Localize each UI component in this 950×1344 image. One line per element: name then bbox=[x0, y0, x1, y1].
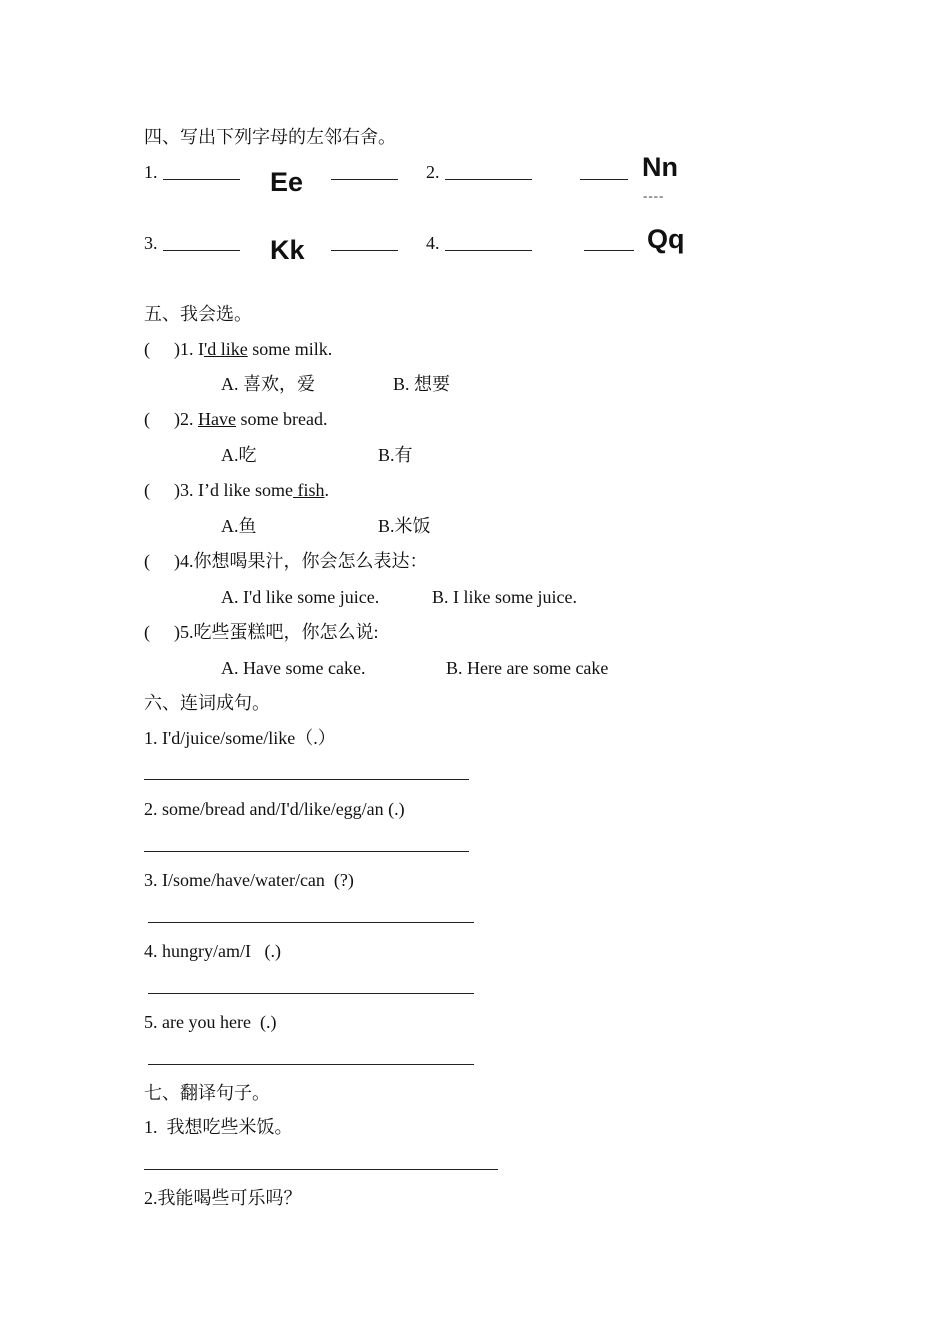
answer-paren-open: ( bbox=[144, 409, 150, 429]
word-order-item: 5. are you here (.) bbox=[144, 1012, 277, 1032]
item-number: 2. bbox=[426, 162, 440, 182]
answer-paren-open: ( bbox=[144, 339, 150, 359]
option-b: B. 想要 bbox=[393, 374, 451, 394]
letter-pair: Kk bbox=[270, 235, 305, 265]
option-a: A. Have some cake. bbox=[221, 658, 366, 678]
word-order-item: 2. some/bread and/I'd/like/egg/an (.) bbox=[144, 799, 405, 819]
section7-title: 七、翻译句子。 bbox=[144, 1083, 270, 1103]
word-order-item: 1. I'd/juice/some/like（.） bbox=[144, 728, 336, 748]
answer-paren-open: ( bbox=[144, 551, 150, 571]
option-b: B. Here are some cake bbox=[446, 658, 609, 678]
letter-pair: Ee bbox=[270, 167, 304, 197]
option-b: B.有 bbox=[378, 445, 413, 465]
answer-paren-open: ( bbox=[144, 480, 150, 500]
question-text: )1. I'd like some milk. bbox=[174, 339, 333, 359]
question-text: )4.你想喝果汁，你会怎么表达： bbox=[174, 551, 428, 571]
answer-line[interactable] bbox=[148, 1064, 474, 1065]
answer-line[interactable] bbox=[148, 922, 474, 923]
option-a: A. I'd like some juice. bbox=[221, 587, 380, 607]
translate-item: 1. 我想吃些米饭。 bbox=[144, 1117, 293, 1137]
option-b: B. I like some juice. bbox=[432, 587, 577, 607]
answer-paren-open: ( bbox=[144, 622, 150, 642]
answer-line[interactable] bbox=[144, 851, 469, 852]
answer-blank[interactable] bbox=[445, 250, 532, 251]
item-number: 3. bbox=[144, 233, 158, 253]
question-text: )5.吃些蛋糕吧，你怎么说: bbox=[174, 622, 379, 642]
question-text: )3. I’d like some fish. bbox=[174, 480, 329, 500]
answer-line[interactable] bbox=[144, 779, 469, 780]
section4-title: 四、写出下列字母的左邻右舍。 bbox=[144, 127, 396, 147]
answer-blank[interactable] bbox=[163, 179, 240, 180]
option-b: B.米饭 bbox=[378, 516, 431, 536]
question-text: )2. Have some bread. bbox=[174, 409, 328, 429]
answer-blank[interactable] bbox=[331, 179, 398, 180]
letter-pair: Qq bbox=[647, 224, 685, 254]
word-order-item: 3. I/some/have/water/can (?) bbox=[144, 870, 354, 890]
answer-blank[interactable] bbox=[584, 250, 634, 251]
translate-item: 2.我能喝些可乐吗？ bbox=[144, 1188, 302, 1208]
answer-blank[interactable] bbox=[445, 179, 532, 180]
section6-title: 六、连词成句。 bbox=[144, 693, 270, 713]
answer-line[interactable] bbox=[144, 1169, 498, 1170]
dash-marks: ---- bbox=[643, 188, 665, 203]
answer-blank[interactable] bbox=[331, 250, 398, 251]
answer-blank[interactable] bbox=[580, 179, 628, 180]
item-number: 1. bbox=[144, 162, 158, 182]
answer-line[interactable] bbox=[148, 993, 474, 994]
option-a: A. 喜欢，爱 bbox=[221, 374, 315, 394]
option-a: A.鱼 bbox=[221, 516, 257, 536]
option-a: A.吃 bbox=[221, 445, 257, 465]
letter-pair: Nn bbox=[642, 152, 678, 182]
word-order-item: 4. hungry/am/I (.) bbox=[144, 941, 281, 961]
section5-title: 五、我会选。 bbox=[144, 304, 252, 324]
answer-blank[interactable] bbox=[163, 250, 240, 251]
item-number: 4. bbox=[426, 233, 440, 253]
